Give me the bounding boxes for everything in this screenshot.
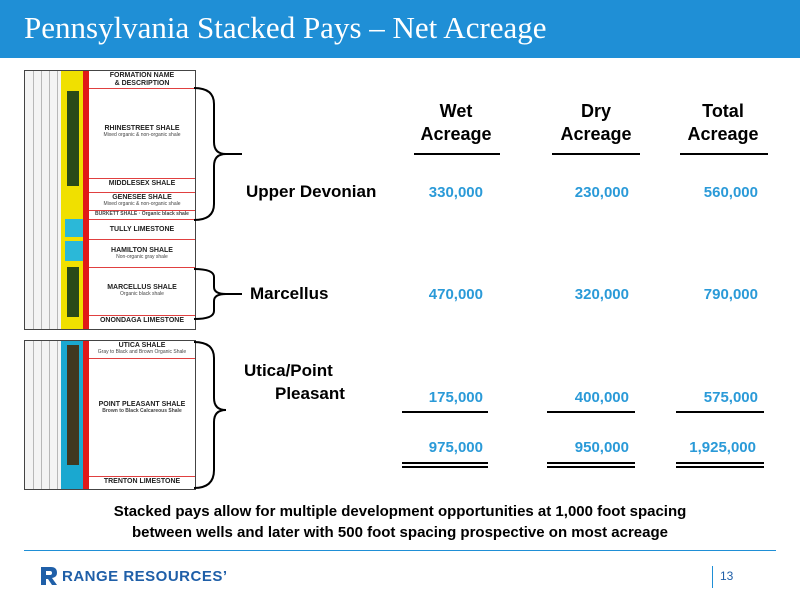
well-log-lower: [24, 340, 196, 490]
formation-utica: UTICA SHALE Gray to Black and Brown Organic Shale: [89, 341, 195, 359]
header-total-acreage: Total Acreage: [687, 101, 759, 144]
double-rule-dry: [547, 462, 635, 468]
brace-marcellus: [192, 267, 242, 321]
brace-utica: [192, 340, 232, 490]
cell-marcellus-dry: 320,000: [574, 286, 629, 303]
double-rule-wet: [402, 462, 488, 468]
formation-tully: TULLY LIMESTONE: [89, 220, 195, 240]
sum-rule-total: [676, 411, 764, 413]
formation-marcellus: MARCELLUS SHALE Organic black shale: [89, 268, 195, 316]
well-log-upper: [24, 70, 196, 330]
cell-marcellus-wet: 470,000: [428, 286, 483, 303]
header-rule-dry: [552, 153, 640, 155]
total-dry: 950,000: [574, 439, 629, 456]
sum-rule-dry: [547, 411, 635, 413]
formation-burkett: BURKETT SHALE · Organic black shale: [89, 211, 195, 220]
double-rule-total: [676, 462, 764, 468]
formation-middlesex: MIDDLESEX SHALE: [89, 179, 195, 193]
page-number: 13: [720, 569, 734, 583]
cell-utica-total: 575,000: [703, 389, 758, 406]
formation-header: FORMATION NAME & DESCRIPTION: [89, 71, 195, 89]
sum-rule-wet: [402, 411, 488, 413]
cell-upper-devonian-dry: 230,000: [574, 184, 629, 201]
cell-marcellus-total: 790,000: [703, 286, 758, 303]
cell-upper-devonian-total: 560,000: [703, 184, 758, 201]
footnote: Stacked pays allow for multiple development opportunities at 1,000 foot spacing between wells and later with 500 foot spacing prospective on most acreage: [113, 503, 687, 541]
header-rule-wet: [414, 153, 500, 155]
cell-utica-dry: 400,000: [574, 389, 629, 406]
header-rule-total: [680, 153, 768, 155]
brace-upper-devonian: [192, 86, 242, 222]
label-utica-line2: Pleasant: [275, 384, 345, 403]
title-bar: [0, 0, 800, 58]
footer-divider: [24, 550, 776, 551]
label-marcellus: Marcellus: [250, 284, 329, 303]
slide-title: Pennsylvania Stacked Pays – Net Acreage: [24, 10, 547, 45]
label-upper-devonian: Upper Devonian: [246, 182, 377, 201]
formation-trenton: TRENTON LIMESTONE: [103, 478, 181, 485]
header-dry-acreage: Dry Acreage: [560, 101, 632, 144]
logo-r-icon: [40, 566, 58, 586]
cell-utica-wet: 175,000: [428, 389, 483, 406]
formation-point-pleasant: POINT PLEASANT SHALE Brown to Black Calcareous Shale: [89, 359, 195, 477]
total-wet: 975,000: [428, 439, 483, 456]
formation-onondaga: ONONDAGA LIMESTONE: [99, 317, 184, 324]
label-utica-line1: Utica/Point: [244, 361, 333, 380]
formation-genesee: GENESEE SHALE Mixed organic & non-organic shale: [89, 193, 195, 211]
formation-rhinestreet: RHINESTREET SHALE Mixed organic & non-organic shale: [89, 89, 195, 179]
header-wet-acreage: Wet Acreage: [420, 101, 492, 144]
formation-hamilton: HAMILTON SHALE Non-organic gray shale: [89, 240, 195, 268]
page-number-divider: [712, 566, 713, 588]
total-total: 1,925,000: [689, 439, 756, 456]
cell-upper-devonian-wet: 330,000: [428, 184, 483, 201]
